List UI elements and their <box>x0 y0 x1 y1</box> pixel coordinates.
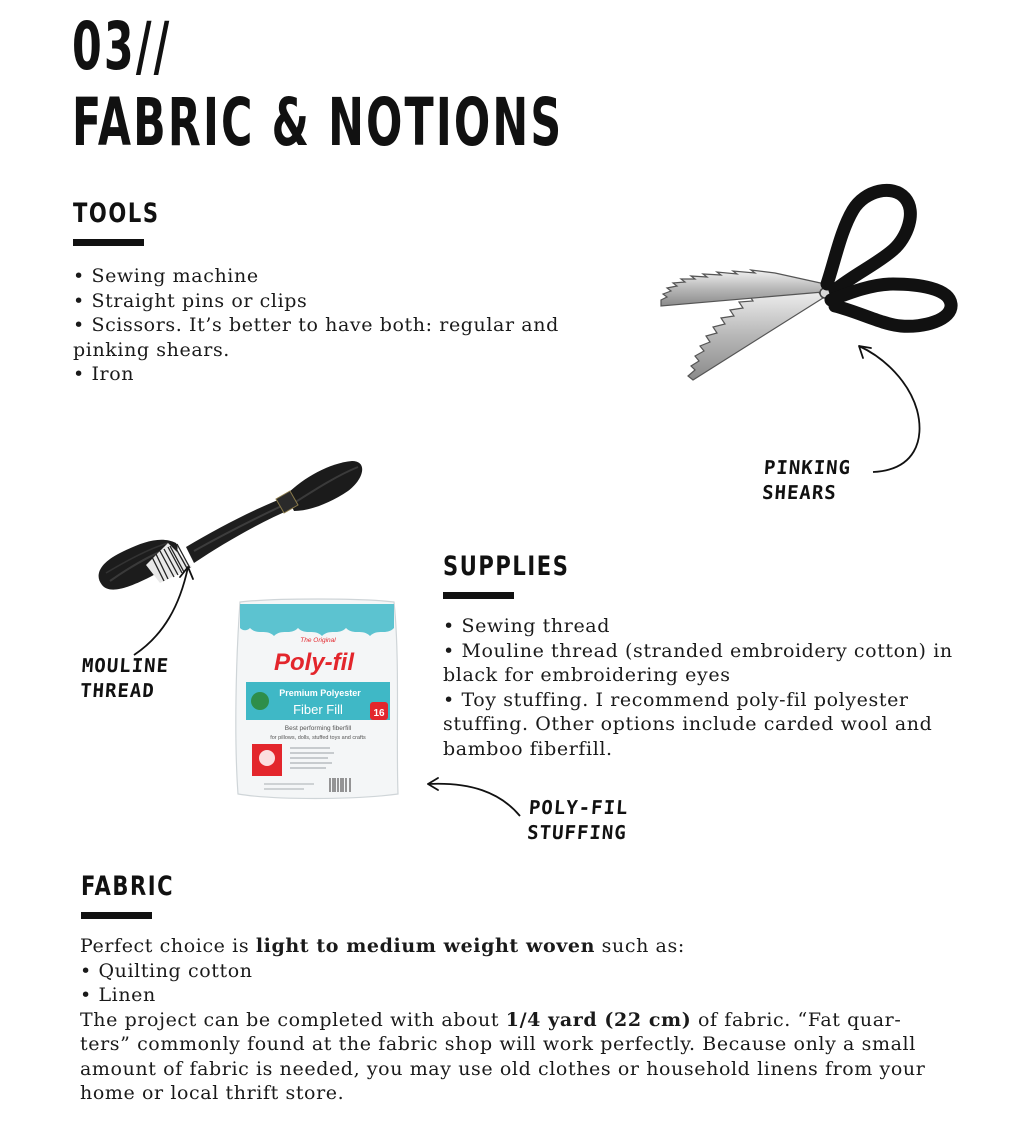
supplies-item: • Toy stuffing. I recommend poly-fil polyester <box>443 688 909 711</box>
fabric-paragraph-line: home or local thrift store. <box>80 1082 345 1104</box>
pinking-shears-label: PINKING SHEARS <box>761 457 852 504</box>
page-title: FABRIC & NOTIONS <box>72 84 564 161</box>
tools-item: • Sewing machine <box>73 265 259 287</box>
svg-text:Fiber Fill: Fiber Fill <box>293 702 343 717</box>
supplies-list <box>443 614 953 761</box>
tools-item: • Scissors. It’s better to have both: regular and <box>73 314 559 336</box>
svg-text:Premium Polyester: Premium Polyester <box>279 688 361 698</box>
svg-text:The Original: The Original <box>300 637 336 644</box>
fabric-intro: Perfect choice is light to medium weight woven such as: <box>80 935 685 957</box>
mouline-thread-label: MOULINE THREAD <box>79 655 170 702</box>
polyfil-package-icon <box>234 598 402 802</box>
svg-text:16: 16 <box>373 708 385 719</box>
fabric-option: • Quilting cotton <box>80 959 253 982</box>
svg-text:for pillows, dolls, stuffed to: for pillows, dolls, stuffed toys and crafts <box>270 735 366 741</box>
fabric-text <box>80 934 925 1106</box>
fabric-paragraph-line: amount of fabric is needed, you may use old clothes or household linens from your <box>80 1057 926 1080</box>
supplies-heading: SUPPLIES <box>443 551 570 582</box>
fabric-rule <box>81 912 152 919</box>
svg-text:Best performing fiberfill: Best performing fiberfill <box>284 725 352 732</box>
fabric-option: • Linen <box>80 984 156 1006</box>
supplies-item: bamboo fiberfill. <box>443 737 613 760</box>
tools-item: • Iron <box>73 363 135 385</box>
tools-item: pinking shears. <box>73 338 230 361</box>
supplies-item: stuffing. Other options include carded wool and <box>443 713 933 735</box>
polyfil-arrow <box>420 772 530 822</box>
fabric-paragraph-line: The project can be completed with about 1/4 yard (22 cm) of fabric. “Fat quar- <box>80 1008 902 1031</box>
fabric-heading: FABRIC <box>81 871 175 902</box>
title-number: 03// <box>72 8 172 85</box>
polyfil-stuffing-label: POLY-FIL STUFFING <box>526 797 630 844</box>
tools-item: • Straight pins or clips <box>73 289 308 312</box>
supplies-item: • Mouline thread (stranded embroidery cotton) in <box>443 639 953 662</box>
pinking-arrow <box>845 340 935 485</box>
mouline-arrow <box>120 555 200 665</box>
tools-list <box>73 264 559 387</box>
tools-rule <box>73 239 144 246</box>
fabric-paragraph-line: ters” commonly found at the fabric shop will work perfectly. Because only a small <box>80 1033 916 1055</box>
svg-text:Poly-fil: Poly-fil <box>273 649 355 676</box>
tools-heading: TOOLS <box>73 198 160 229</box>
supplies-item: • Sewing thread <box>443 615 610 637</box>
supplies-rule <box>443 592 514 599</box>
supplies-item: black for embroidering eyes <box>443 664 731 686</box>
